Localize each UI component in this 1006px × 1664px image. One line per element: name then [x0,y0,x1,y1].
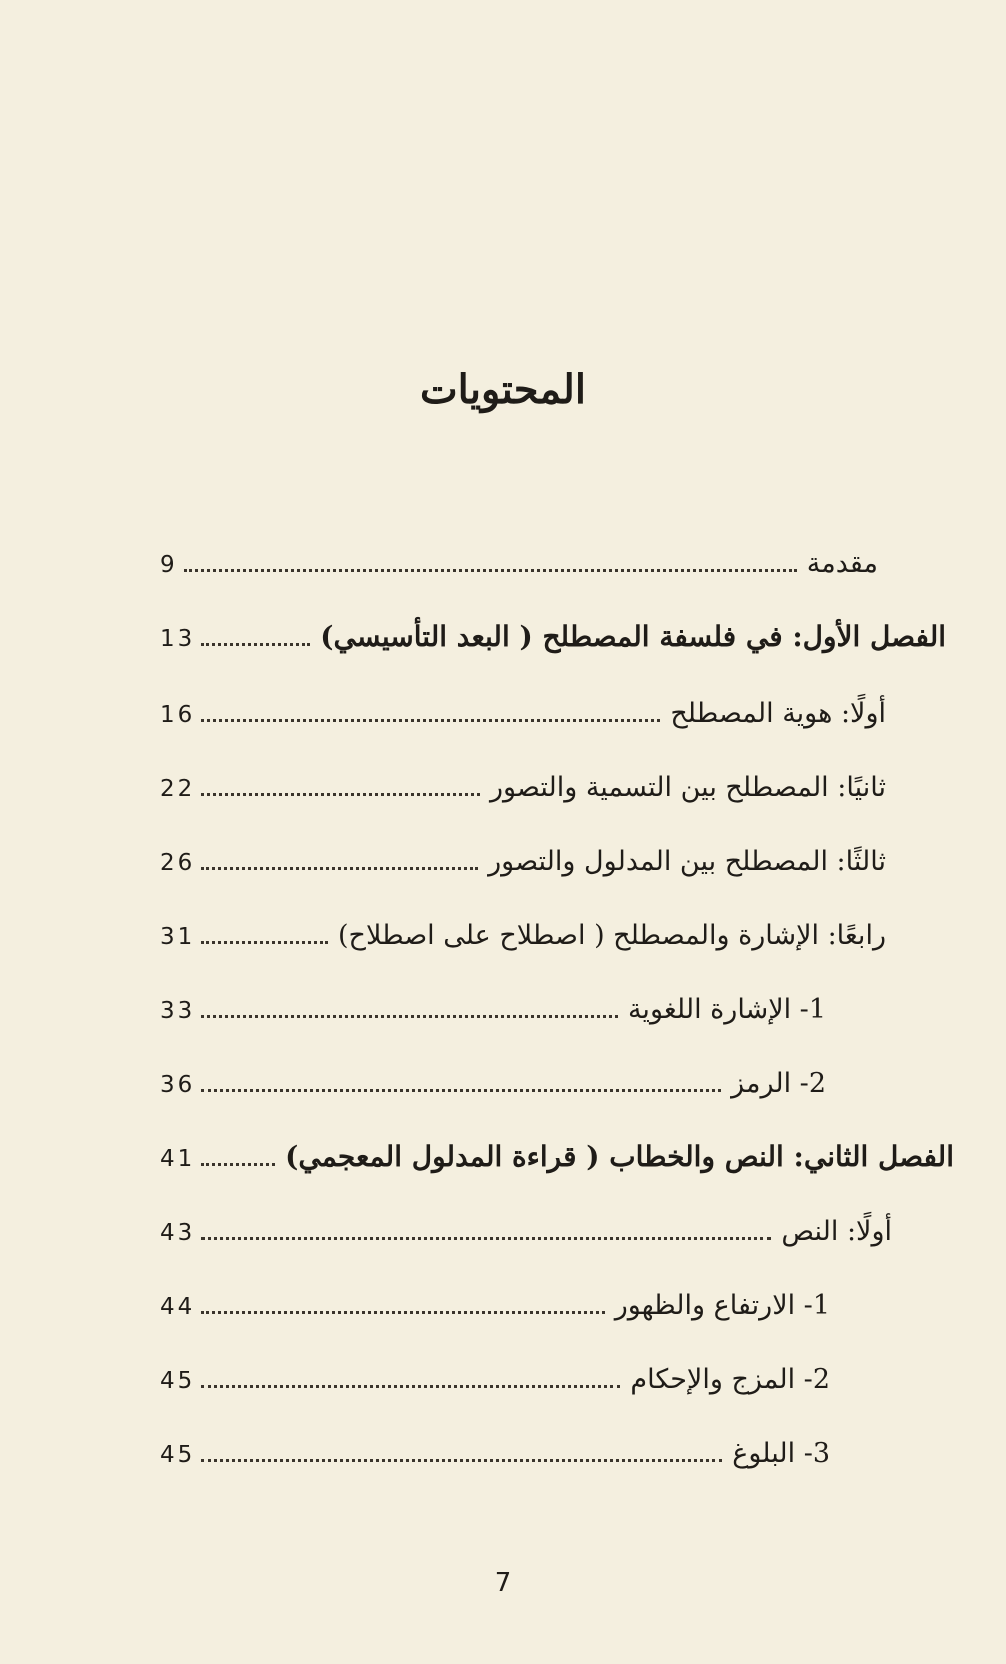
toc-entry-label: 1- الارتفاع والظهور [614,1289,830,1321]
table-of-contents [0,536,1006,1636]
toc-entry-subsection[interactable] [160,1352,830,1396]
toc-entry-label: 2- المزج والإحكام [630,1363,830,1395]
toc-entry-label: ثانيًا: المصطلح بين التسمية والتصور [489,771,886,803]
toc-entry-label: ثالثًا: المصطلح بين المدلول والتصور [488,845,886,877]
toc-dot-leader [201,1459,722,1462]
toc-entry-subsection[interactable] [160,1278,830,1322]
toc-entry-label: الفصل الأول: في فلسفة المصطلح ( البعد التأسيسي) [320,620,946,654]
toc-entry-page: 9 [160,552,178,578]
toc-entry-section[interactable] [160,908,886,952]
toc-dot-leader [201,1163,275,1166]
toc-entry-section[interactable] [160,760,886,804]
toc-entry-section[interactable] [160,834,886,878]
toc-entry-page: 44 [160,1294,196,1320]
toc-entry-chapter-2[interactable] [160,1130,954,1174]
toc-entry-page: 26 [160,850,196,876]
toc-entry-page: 16 [160,702,196,728]
toc-entry-page: 31 [160,924,196,950]
toc-entry-label: 1- الإشارة اللغوية [627,993,826,1025]
toc-entry-label: 3- البلوغ [732,1437,830,1469]
toc-entry-page: 22 [160,776,196,802]
toc-entry-label: رابعًا: الإشارة والمصطلح ( اصطلاح على اصطلاح) [338,919,886,951]
toc-entry-section[interactable] [160,1204,892,1248]
toc-dot-leader [201,719,660,722]
toc-dot-leader [201,1015,618,1018]
toc-dot-leader [201,1237,771,1240]
toc-entry-label: مقدمة [806,547,878,579]
toc-entry-introduction[interactable] [160,536,878,580]
toc-entry-chapter-1[interactable] [160,610,946,654]
toc-entry-page: 41 [160,1146,196,1172]
toc-entry-page: 45 [160,1368,196,1394]
toc-dot-leader [201,643,310,646]
toc-entry-label: أولًا: هوية المصطلح [670,697,886,729]
toc-entry-subsection[interactable] [160,1426,830,1470]
page-title: المحتويات [420,366,586,413]
toc-entry-section[interactable] [160,686,886,730]
toc-dot-leader [201,793,480,796]
toc-entry-page: 45 [160,1442,196,1468]
toc-entry-page: 43 [160,1220,196,1246]
toc-entry-page: 33 [160,998,196,1024]
toc-entry-page: 13 [160,626,196,652]
toc-entry-subsection[interactable] [160,982,826,1026]
toc-entry-label: أولًا: النص [781,1215,892,1247]
toc-entry-label: الفصل الثاني: النص والخطاب ( قراءة المدلول المعجمي) [285,1140,954,1174]
toc-dot-leader [184,569,797,572]
toc-dot-leader [201,1089,721,1092]
toc-entry-label: 2- الرمز [731,1067,826,1099]
toc-dot-leader [201,1385,620,1388]
toc-dot-leader [201,867,478,870]
toc-entry-subsection[interactable] [160,1056,826,1100]
page-number: 7 [494,1568,512,1598]
toc-dot-leader [201,1311,604,1314]
toc-entry-page: 36 [160,1072,196,1098]
toc-dot-leader [201,941,328,944]
